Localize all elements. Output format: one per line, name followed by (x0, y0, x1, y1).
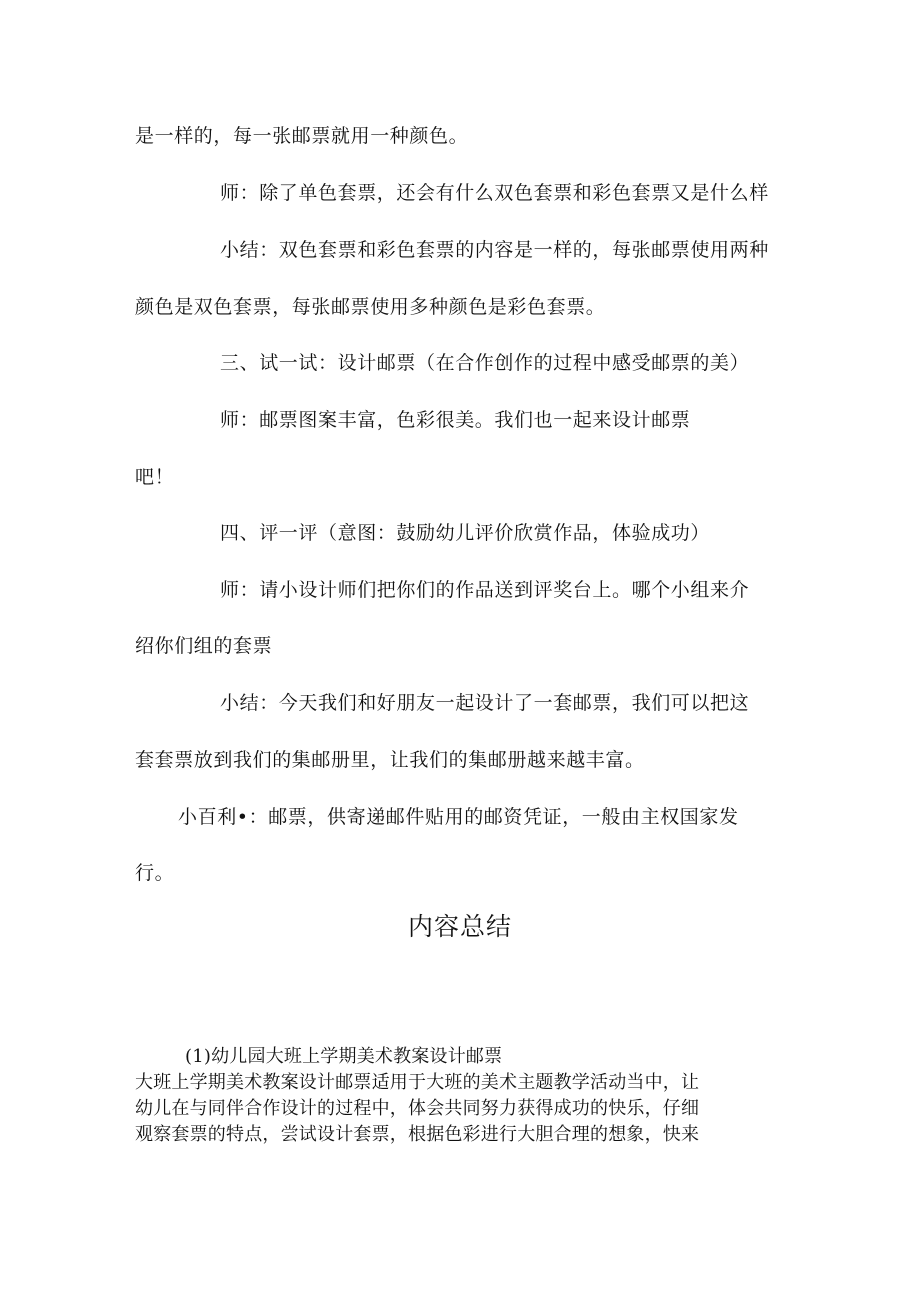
section-heading: 四、评一评（意图：鼓励幼儿评价欣赏作品，体验成功） (220, 522, 711, 544)
body-line: 颜色是双色套票，每张邮票使用多种颜色是彩色套票。 (135, 296, 606, 318)
summary-title: 内容总结 (407, 912, 512, 941)
body-line: 师：除了单色套票，还会有什么双色套票和彩色套票又是什么样 (220, 182, 769, 204)
summary-item-heading: (1)幼儿园大班上学期美术教案设计邮票 (185, 1046, 503, 1067)
body-line: 小百利•：邮票，供寄递邮件贴用的邮资凭证，一般由主权国家发 (178, 806, 739, 828)
body-line: 师：邮票图案丰富，色彩很美。我们也一起来设计邮票 (220, 409, 691, 431)
body-line: 绍你们组的套票 (135, 635, 273, 657)
summary-line: 观察套票的特点，尝试设计套票，根据色彩进行大胆合理的想象，快来 (135, 1124, 700, 1145)
body-line: 小结：今天我们和好朋友一起设计了一套邮票，我们可以把这 (220, 692, 750, 714)
body-line: 套套票放到我们的集邮册里，让我们的集邮册越来越丰富。 (135, 749, 645, 771)
body-line: 行。 (135, 862, 175, 884)
body-line: 吧！ (135, 466, 175, 488)
summary-line: 大班上学期美术教案设计邮票适用于大班的美术主题教学活动当中，让 (135, 1072, 700, 1093)
body-line: 小结：双色套票和彩色套票的内容是一样的，每张邮票使用两种 (220, 239, 769, 261)
summary-line: 幼儿在与同伴合作设计的过程中，体会共同努力获得成功的快乐，仔细 (135, 1098, 700, 1119)
section-heading: 三、试一试：设计邮票（在合作创作的过程中感受邮票的美） (220, 352, 750, 374)
body-line: 是一样的，每一张邮票就用一种颜色。 (135, 125, 469, 147)
body-line: 师：请小设计师们把你们的作品送到评奖台上。哪个小组来介 (220, 579, 750, 601)
